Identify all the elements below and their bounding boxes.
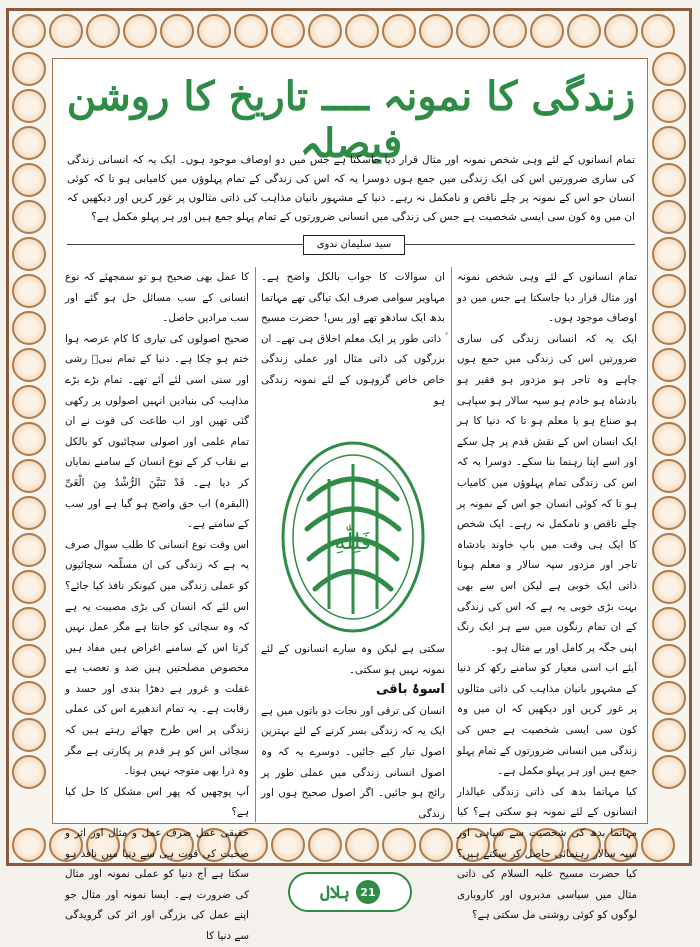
ornament-tile	[271, 14, 305, 48]
ornament-tile	[160, 14, 194, 48]
ornament-tile	[641, 14, 675, 48]
footer-badge	[288, 872, 412, 912]
ornament-tile	[382, 14, 416, 48]
column-middle-top	[261, 267, 445, 437]
paragraph: کیا مہاتما بدھ کی ذاتی زندگی عیالدار انسانوں کے لئے نمونہ ہو سکتی ہے؟ کیا مہاتما بدھ کی شخصیت سے سپاہی اور سپہ سالار رہنمائی حاصل کر سکتے ہیں؟ کیا حضرت مسیح علیہ السلام کی ذاتی مثال میں سیاسی مدبروں اور کاروباری لوگوں کو کوئی روشنی مل سکتی ہے؟	[457, 785, 637, 922]
ornament-tile	[652, 607, 686, 641]
ornament-tile	[12, 385, 46, 419]
border-tiles-right	[652, 52, 686, 789]
paragraph: تمام انسانوں کے لئے وہی شخص نمونہ اور مثال قرار دیا جاسکتا ہے جس میں دو اوصاف موجود ہوں۔	[457, 271, 637, 325]
ornament-tile	[12, 755, 46, 789]
ornament-tile	[12, 459, 46, 493]
article-intro: تمام انسانوں کے لئے وہی شخص نمونہ اور مثال قرار دیا جاسکتا ہے جس میں دو اوصاف موجود ہوں۔ ایک یہ کہ انسانی زندگی کی ساری ضرورتیں اس کی ایک زندگی میں جمع ہوں دوسرا یہ کہ اس کی زندگی کے تمام پہلوؤں میں کامیابی ہو تا کہ کوئی انسان جو اس کے نمونہ پر چلے ناقص و نامکمل نہ رہے۔ دنیا کے مشہور بانیان مذاہب کی ذاتی مثالوں پر غور کریں اور دیکھیں کہ ان میں وہ کون سی ایسی شخصیت ہے جس کی زندگی میں انسانی ضرورتوں کے تمام پہلو جمع ہیں اور ہر پہلو مکمل ہے؟	[67, 154, 635, 223]
ornament-tile	[308, 828, 342, 862]
ornament-tile	[652, 681, 686, 715]
ornament-tile	[530, 14, 564, 48]
column-middle-bottom	[261, 639, 445, 819]
ornament-tile	[652, 126, 686, 160]
paragraph: ایک یہ کہ انسانی زندگی کی ساری ضرورتیں اس کی زندگی میں جمع ہوں چاہے وہ تاجر ہو مزدور ہو فقیر ہو بادشاہ ہو خادم ہو سپہ سالار ہو سپاہی ہو صناع ہو یا معلم ہو تا کہ دنیا کا ہر ایک انسان اس کے نقش قدم پر چل سکے اور اسے اپنا رہنما بنا سکے۔ دوسرا یہ کہ اس کی زندگی تمام پہلوؤں میں کامیاب ہو تا کہ کوئی انسان جو اس کے نمونہ پر چلے ناقص و نامکمل نہ رہے۔ ایک شخص کا ایک ہی وقت میں باپ خاوند بادشاہ تاجر اور مزدور سپہ سالار و معلم ہونا ذاتی ایک خوبی ہے لیکن اس سے بھی بہت بڑی خوبی یہ ہے کہ اس کی زندگی کے ان تمام رنگوں میں سے ہر ایک رنگ اپنی جگہ پر کامل اور بے مثال ہو۔	[457, 332, 637, 654]
ornament-tile	[419, 14, 453, 48]
ornament-tile	[652, 348, 686, 382]
ornament-tile	[456, 14, 490, 48]
paragraph: آیئے اب اسی معیار کو سامنے رکھ کر دنیا کے مشہور بانیان مذاہب کی ذاتی مثالوں پر غور کریں اور دیکھیں کہ ان میں وہ کون سی ایسی شخصیت ہے جس کی زندگی میں انسانی ضرورتوں کے تمام پہلو جمع ہیں اور ہر پہلو مکمل ہے۔	[457, 662, 637, 778]
calligraphy-oval	[279, 439, 427, 635]
ornament-tile	[652, 533, 686, 567]
ornament-tile	[12, 89, 46, 123]
paragraph: حقیقی عمل صرف عمل و مثال اور اثر و صحبت کی قوت ہی سے دنیا میں نافذ ہو سکتا ہے آج دنیا کو عملی نمونہ اور مثال کی ضرورت ہے۔ ایسا نمونہ اور مثال جو اپنے عمل کی بزرگی اور اثر کی گرویدگی سے دنیا کا	[65, 827, 249, 942]
ornament-tile	[652, 496, 686, 530]
ornament-tile	[419, 828, 453, 862]
calligraphy-text: فَلِلّٰهِ	[334, 530, 372, 555]
ornament-tile	[652, 459, 686, 493]
paragraph: صحیح اصولوں کی تیاری کا کام عرصہ ہوا ختم ہو چکا ہے۔ دنیا کے تمام نبیؐ رشی اور سنی اسی لئے آئے تھے۔ تمام بڑے بڑے مذاہب کی بنیادیں انہیں اصولوں پر رکھی گئی تھیں اور اب طاعت کی قوت نے ان تمام علمی اور اصولی سچائیوں کو بالکل بے نقاب کر کے نوع انسان کے سامنے نمایاں کر دیا ہے۔ قَدْ تَبَیَّنَ الرُّشْدُ مِنَ الْغَیِّ (البقرہ) اب حق واضح ہو گیا ہے اور سب کے سامنے ہے۔	[65, 332, 249, 531]
ornament-tile	[12, 422, 46, 456]
ornament-tile	[12, 52, 46, 86]
ornament-tile	[652, 200, 686, 234]
ornament-tile	[12, 533, 46, 567]
ornament-tile	[345, 828, 379, 862]
ornament-tile	[345, 14, 379, 48]
ornament-tile	[652, 237, 686, 271]
column-right	[457, 267, 637, 922]
ornament-tile	[12, 644, 46, 678]
author-byline: سید سلیمان ندوی	[303, 235, 405, 255]
paragraph: آپ پوچھیں کہ پھر اس مشکل کا حل کیا ہے؟	[65, 785, 249, 819]
paragraph: سکتی ہے لیکن وہ سارے انسانوں کے لئے نمونہ نہیں ہو سکتی۔	[261, 643, 445, 676]
ornament-tile	[12, 200, 46, 234]
magazine-name: ہلال	[320, 882, 350, 903]
ornament-tile	[493, 14, 527, 48]
ornament-tile	[652, 570, 686, 604]
ornament-tile	[652, 311, 686, 345]
ornament-tile	[652, 718, 686, 752]
ornament-tile	[652, 422, 686, 456]
article-headline: زندگی کا نمونہ ــــ تاریخ کا روشن فیصلہ	[66, 73, 636, 167]
ornament-tile	[49, 14, 83, 48]
ornament-tile	[652, 644, 686, 678]
ornament-tile	[604, 14, 638, 48]
column-left	[65, 267, 249, 942]
ornament-tile	[567, 14, 601, 48]
ornament-tile	[197, 14, 231, 48]
column-divider-left	[255, 267, 256, 822]
ornament-tile	[12, 126, 46, 160]
ornament-tile	[652, 89, 686, 123]
ornament-tile	[652, 274, 686, 308]
ornament-tile	[86, 14, 120, 48]
ornament-tile	[641, 828, 675, 862]
paragraph: کا عمل بھی صحیح ہو تو سمجھئے کہ نوع انسانی کے سب مسائل حل ہو گئے اور سب مرادیں حاصل۔	[65, 271, 249, 325]
ornament-tile	[652, 52, 686, 86]
ornament-tile	[123, 14, 157, 48]
ornament-tile	[12, 496, 46, 530]
ornament-tile	[12, 681, 46, 715]
ornament-tile	[12, 163, 46, 197]
ornament-tile	[12, 237, 46, 271]
border-tiles-top	[12, 14, 675, 48]
ornament-tile	[271, 828, 305, 862]
ornament-tile	[12, 828, 46, 862]
ornament-tile	[12, 274, 46, 308]
ornament-tile	[12, 718, 46, 752]
ornament-tile	[652, 755, 686, 789]
ornament-tile	[12, 311, 46, 345]
ornament-tile	[382, 828, 416, 862]
column-divider-right	[451, 267, 452, 822]
ornament-tile	[234, 14, 268, 48]
ornament-tile	[12, 14, 46, 48]
border-tiles-left	[12, 52, 46, 789]
paragraph: انسان کی ترقی اور نجات دو باتوں میں ہے ایک یہ کہ زندگی بسر کرنے کے لئے بہترین اصول تیار کیے جائیں۔ دوسرے یہ کہ وہ اصول انسانی زندگی میں عملی طور پر رائج ہو جائیں۔ اگر اصول صحیح ہوں اور زندگی	[261, 704, 445, 820]
page-number: 21	[356, 880, 380, 904]
section-subheading: اسوۂ باقی	[376, 682, 445, 698]
ornament-tile	[12, 607, 46, 641]
ornament-tile	[12, 348, 46, 382]
paragraph: ان سوالات کا جواب بالکل واضح ہے۔ مہاویر سوامی صرف ایک تیاگی تھے مہاتما بدھ ایک سادھو تھے اور بس! حضرت مسیح ؑ ذاتی طور پر ایک معلم اخلاق ہی تھے۔ ان بزرگوں کی ذاتی مثال اور عملی زندگی خاص خاص گروہوں کے لئے نمونہ زندگی ہو	[261, 271, 445, 407]
ornament-tile	[12, 570, 46, 604]
ornament-tile	[652, 163, 686, 197]
ornament-tile	[652, 385, 686, 419]
paragraph: اس وقت نوع انسانی کا طلب سوال صرف یہ ہے کہ زندگی کی ان مسلّمہ سچائیوں کو عملی زندگی میں کیونکر نافذ کیا جائے؟ اس لئے کہ انسان کی بڑی مصیبت یہ ہے کہ وہ سچائی کو جانتا ہے مگر عمل نہیں کرتا اس کے سامنے اغراض ہیں مفاد ہیں مخصوص مصلحتیں ہیں ضد و تعصب ہے غفلت و غرور ہے دھڑا بندی اور حسد و رقابت ہے۔ یہ تمام اندھیرے اس کی عملی زندگی پر اس طرح چھائے رہتے ہیں کہ سچائی اس کو ہر قدم پر پکارتی ہے مگر وہ ذرا بھی متوجہ نہیں ہوتا۔	[65, 538, 249, 778]
ornament-tile	[308, 14, 342, 48]
